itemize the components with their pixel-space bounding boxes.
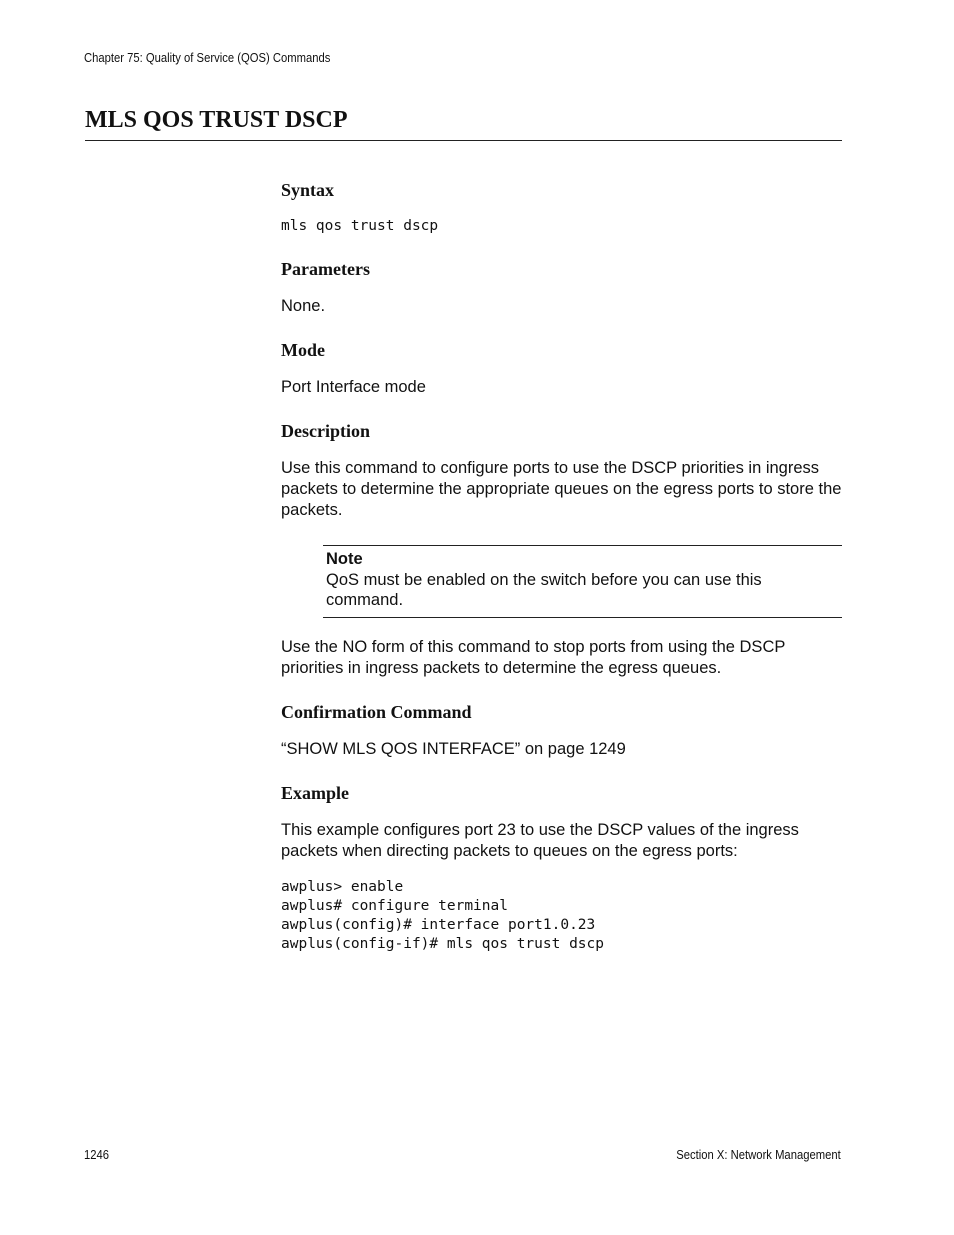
confirmation-heading: Confirmation Command	[281, 702, 472, 722]
note-label: Note	[326, 550, 363, 568]
description-no-form-text: Use the NO form of this command to stop ports from using the DSCP priorities in ingress packets to determine the egress queues.	[281, 638, 786, 677]
syntax-code: mls qos trust dscp	[281, 218, 439, 234]
note-box	[323, 545, 842, 618]
example-code-line: awplus(config-if)# mls qos trust dscp	[281, 936, 605, 952]
mode-heading: Mode	[281, 340, 325, 360]
mode-text: Port Interface mode	[281, 378, 426, 396]
note-text: QoS must be enabled on the switch before you can use this command.	[326, 571, 762, 609]
description-heading: Description	[281, 421, 370, 441]
running-footer-section: Section X: Network Management	[676, 1148, 841, 1162]
example-heading: Example	[281, 783, 350, 803]
parameters-text: None.	[281, 297, 326, 315]
example-text: This example configures port 23 to use the DSCP values of the ingress packets when directing packets to queues on the egress ports:	[281, 821, 799, 860]
running-header: Chapter 75: Quality of Service (QOS) Commands	[84, 51, 331, 65]
title-divider	[85, 140, 842, 141]
description-text: Use this command to configure ports to use the DSCP priorities in ingress packets to determine the appropriate queues on the egress ports to store the packets.	[281, 459, 842, 519]
example-code-block	[281, 878, 604, 954]
syntax-heading: Syntax	[281, 180, 335, 200]
example-code-line: awplus# configure terminal	[281, 898, 508, 914]
example-code-line: awplus> enable	[281, 879, 404, 895]
example-code-line: awplus(config)# interface port1.0.23	[281, 917, 596, 933]
parameters-heading: Parameters	[281, 259, 370, 279]
page-title: MLS QOS TRUST DSCP	[85, 107, 348, 133]
page-number: 1246	[84, 1148, 110, 1162]
confirmation-link[interactable]: “SHOW MLS QOS INTERFACE” on page 1249	[281, 740, 626, 758]
